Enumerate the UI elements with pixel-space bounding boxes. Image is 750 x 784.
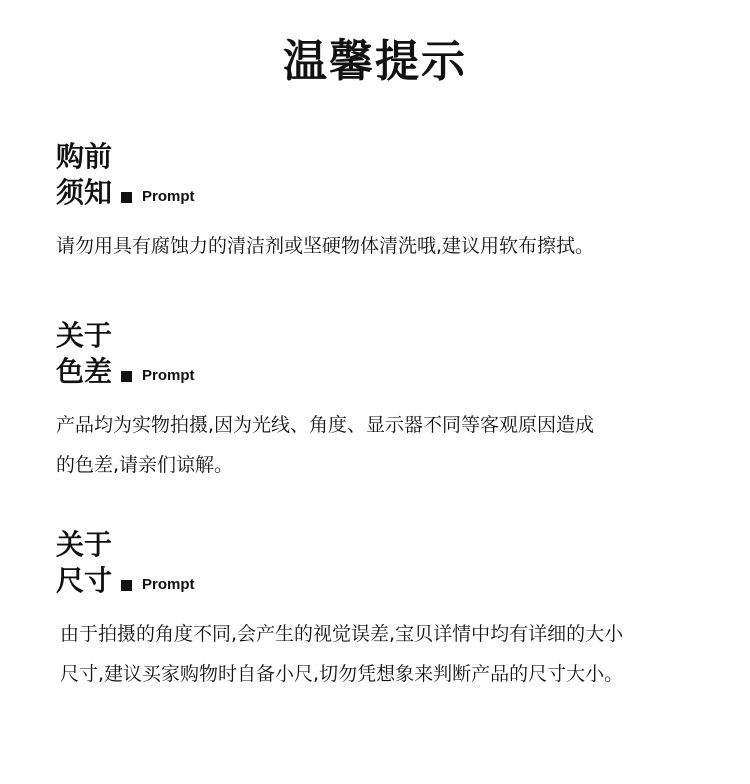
prompt-tag: Prompt [142,188,195,205]
body-line: 尺寸,建议买家购物时自备小尺,切勿凭想象来判断产品的尺寸大小。 [60,663,624,685]
heading-line-2-row [56,354,706,390]
section-heading [56,527,706,599]
heading-line-1: 关于 [56,528,113,561]
body-line: 的色差,请亲们谅解。 [56,454,234,476]
heading-line-2-row [56,563,706,599]
section-heading [56,139,706,211]
heading-line-2: 色差 [56,355,113,388]
square-bullet-icon [121,192,132,203]
body-line: 由于拍摄的角度不同,会产生的视觉误差,宝贝详情中均有详细的大小 [60,623,624,645]
page-title: 温馨提示 [283,36,467,87]
section-body [56,226,706,266]
heading-line-1: 关于 [56,319,113,352]
section-color-difference [56,318,706,485]
body-line: 请勿用具有腐蚀力的清洁剂或坚硬物体清洗哦,建议用软布擦拭。 [56,235,595,257]
section-body [60,614,706,694]
section-body [56,405,706,485]
heading-line-2-row [56,175,706,211]
heading-line-2: 须知 [56,176,113,209]
prompt-tag: Prompt [142,367,195,384]
prompt-tag: Prompt [142,576,195,593]
body-line: 产品均为实物拍摄,因为光线、角度、显示器不同等客观原因造成 [56,414,595,436]
heading-line-2: 尺寸 [56,564,113,597]
heading-line-1: 购前 [56,140,113,173]
square-bullet-icon [121,371,132,382]
square-bullet-icon [121,580,132,591]
section-size [56,527,706,694]
section-heading [56,318,706,390]
section-purchase-notice [56,139,706,266]
